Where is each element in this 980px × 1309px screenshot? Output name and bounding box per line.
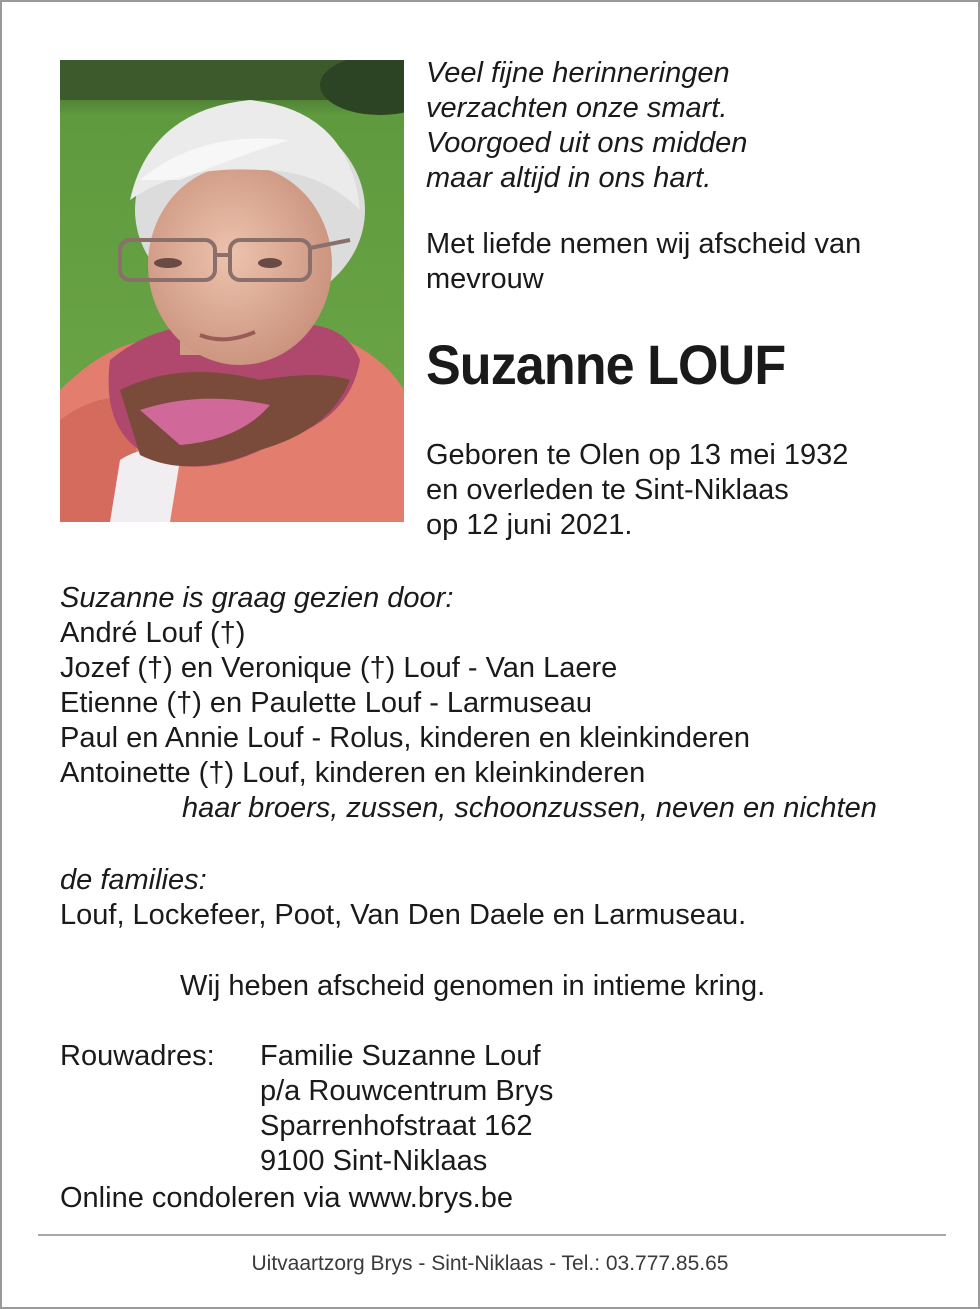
families-section <box>60 863 746 933</box>
address-line: 9100 Sint-Niklaas <box>260 1145 488 1177</box>
relative-line: André Louf (†) <box>60 617 246 649</box>
ceremony-note: Wij heben afscheid genomen in intieme kring. <box>180 970 766 1002</box>
relative-line: Antoinette (†) Louf, kinderen en kleinkinderen <box>60 757 646 789</box>
families-heading: de families: <box>60 864 207 896</box>
address-line: Familie Suzanne Louf <box>260 1040 541 1072</box>
address-label: Rouwadres: <box>60 1040 215 1072</box>
birth-death-line: Geboren te Olen op 13 mei 1932 <box>426 439 849 471</box>
intro-text <box>426 227 861 297</box>
deceased-name: Suzanne LOUF <box>426 333 786 396</box>
address-line: p/a Rouwcentrum Brys <box>260 1075 554 1107</box>
birth-death-info <box>426 438 848 543</box>
intro-line: mevrouw <box>426 263 544 295</box>
intro-line: Met liefde nemen wij afscheid van <box>426 228 862 260</box>
poem-line: verzachten onze smart. <box>426 92 728 124</box>
online-condolence-text: Online condoleren via www.brys.be <box>60 1182 513 1214</box>
birth-death-line: en overleden te Sint-Niklaas <box>426 474 789 506</box>
poem-line: Veel fijne herinneringen <box>426 57 730 89</box>
extended-family-line: haar broers, zussen, schoonzussen, neven en nichten <box>182 792 877 824</box>
poem-line: maar altijd in ons hart. <box>426 162 712 194</box>
poem <box>426 56 747 196</box>
loved-by-section <box>60 581 877 826</box>
relative-line: Jozef (†) en Veronique (†) Louf - Van Laere <box>60 652 618 684</box>
relative-line: Etienne (†) en Paulette Louf - Larmuseau <box>60 687 592 719</box>
loved-by-heading: Suzanne is graag gezien door: <box>60 582 454 614</box>
funeral-home-footer: Uitvaartzorg Brys - Sint-Niklaas - Tel.: 03.777.85.65 <box>251 1252 729 1275</box>
poem-line: Voorgoed uit ons midden <box>426 127 748 159</box>
relative-line: Paul en Annie Louf - Rolus, kinderen en kleinkinderen <box>60 722 751 754</box>
footer-divider <box>38 1234 946 1236</box>
mourning-address <box>260 1039 553 1179</box>
address-line: Sparrenhofstraat 162 <box>260 1110 533 1142</box>
birth-death-line: op 12 juni 2021. <box>426 509 633 541</box>
families-names: Louf, Lockefeer, Poot, Van Den Daele en Larmuseau. <box>60 899 747 931</box>
portrait-photo <box>60 60 404 522</box>
